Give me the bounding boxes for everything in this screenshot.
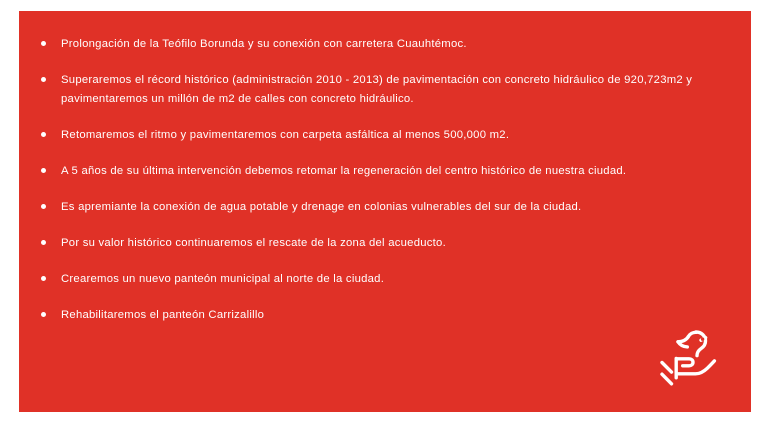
list-item-text: Superaremos el récord histórico (administración 2010 - 2013) de pavimentación con concreto hidráulico de 920,723m2 y pavimentaremos un millón de m2 de calles con concreto hidráulico. xyxy=(61,74,693,105)
list-item-text: Retomaremos el ritmo y pavimentaremos con carpeta asfáltica al menos 500,000 m2. xyxy=(61,129,510,141)
list-item xyxy=(19,234,751,253)
bullet-dot-icon xyxy=(41,204,46,209)
bullet-dot-icon xyxy=(41,276,46,281)
list-item xyxy=(19,198,751,217)
bullet-dot-icon xyxy=(41,132,46,137)
list-item xyxy=(19,162,751,181)
list-item-text: Rehabilitaremos el panteón Carrizalillo xyxy=(61,309,265,321)
list-item xyxy=(19,126,751,145)
list-item xyxy=(19,35,751,54)
slide-canvas xyxy=(19,11,751,412)
list-item-text: Crearemos un nuevo panteón municipal al norte de la ciudad. xyxy=(61,273,385,285)
list-item-text: Por su valor histórico continuaremos el rescate de la zona del acueducto. xyxy=(61,237,446,249)
bullet-dot-icon xyxy=(41,312,46,317)
list-item xyxy=(19,306,751,325)
bullet-dot-icon xyxy=(41,77,46,82)
bullet-dot-icon xyxy=(41,240,46,245)
list-item-text: A 5 años de su última intervención debemos retomar la regeneración del centro histórico de nuestra ciudad. xyxy=(61,165,627,177)
list-item-text: Prolongación de la Teófilo Borunda y su conexión con carretera Cuauhtémoc. xyxy=(61,38,467,50)
list-item xyxy=(19,270,751,289)
bullet-dot-icon xyxy=(41,41,46,46)
list-item-text: Es apremiante la conexión de agua potable y drenage en colonias vulnerables del sur de la ciudad. xyxy=(61,201,582,213)
bullet-list xyxy=(19,35,751,342)
hand-holding-bird-icon xyxy=(655,326,717,386)
bullet-dot-icon xyxy=(41,168,46,173)
list-item xyxy=(19,71,751,109)
